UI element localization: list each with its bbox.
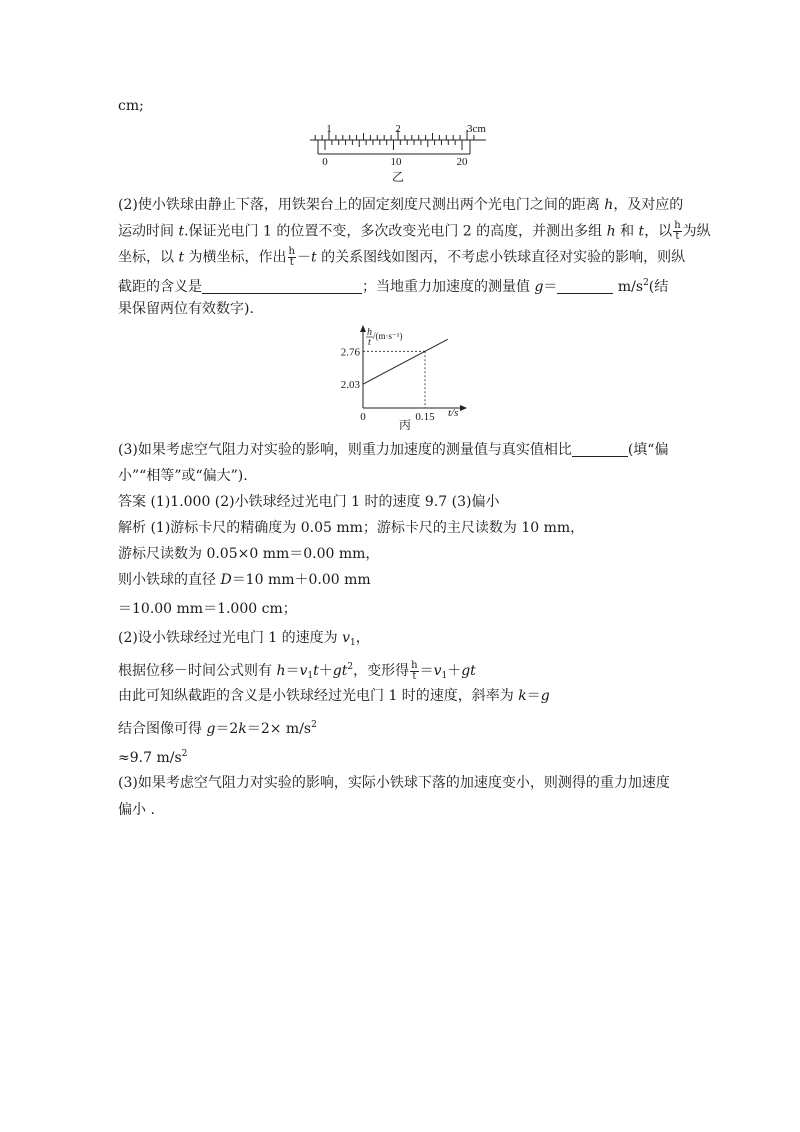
answer-blank-intercept[interactable] — [202, 278, 362, 294]
fraction-h-over-t: $\frac{h}{t}$ — [674, 220, 681, 242]
q2-line5: 果保留两位有效数字). — [118, 301, 254, 317]
answer-blank-g[interactable] — [557, 278, 613, 294]
y-axis-label-unit: /(m·s⁻¹) — [373, 331, 403, 341]
y-tick-label: 2.03 — [340, 379, 360, 392]
vernier-label-10: 10 — [390, 156, 402, 168]
vernier-label-20: 20 — [456, 156, 468, 168]
series-line — [363, 339, 448, 384]
q3-line1: (3)如果考虑空气阻力对实验的影响，则重力加速度的测量值与真实值相比 (填“偏 — [118, 442, 669, 458]
analysis-line4: ＝10.00 mm＝1.000 cm； — [118, 601, 297, 617]
y-axis-label-t: t — [368, 337, 371, 348]
analysis-line7: 由此可知纵截距的含义是小铁球经过光电门 1 时的速度，斜率为 k＝g — [118, 688, 550, 704]
q2-line2: 运动时间 t.保证光电门 1 的位置不变，多次改变光电门 2 的高度，并测出多组 h 和 t，以 $\frac{h}{t}$ 为纵 — [118, 220, 711, 242]
x-axis-arrow — [460, 405, 467, 411]
graph-bing — [330, 322, 480, 430]
main-scale-label-1: 1 — [326, 123, 332, 135]
main-scale-label-2: 2 — [395, 123, 401, 135]
y-axis-arrow — [360, 325, 366, 332]
analysis-line10: (3)如果考虑空气阻力对实验的影响，实际小铁球下落的加速度变小，则测得的重力加速度 — [118, 775, 670, 791]
analysis-line8: 结合图像可得 $g=2k=2\times m/s^2$ — [118, 720, 317, 737]
fraction-h-over-t: $\frac{h}{t}$ — [288, 246, 295, 268]
answer-line — [118, 492, 499, 512]
analysis-line2: 游标尺读数为 0.05×0 mm＝0.00 mm， — [118, 546, 380, 562]
main-scale-label-3cm: 3cm — [467, 123, 486, 135]
answer-blank-compare[interactable] — [572, 441, 628, 457]
q2-line4: 截距的含义是 ；当地重力加速度的测量值 $g= m/s^2$(结 — [118, 278, 669, 295]
analysis-line1: 解析 (1)游标卡尺的精确度为 0.05 mm；游标卡尺的主尺读数为 10 mm， — [118, 520, 585, 536]
x-axis-label: t/s — [448, 407, 459, 419]
y-axis-label-h: h — [367, 327, 372, 338]
vernier-scale — [318, 140, 470, 154]
fraction-h-over-t: $\frac{h}{t}$ — [411, 659, 418, 682]
figure-caption-bing: 丙 — [398, 418, 412, 430]
text-line-cm: cm; — [118, 98, 144, 114]
y-tick-label: 2.76 — [340, 346, 360, 359]
origin-label: 0 — [360, 411, 366, 423]
answer-text: (1)1.000 (2)小铁球经过光电门 1 时的速度 9.7 (3)偏小 — [146, 494, 500, 510]
vernier-caliper-figure — [300, 118, 500, 184]
q2-line1: (2)使小铁球由静止下落，用铁架台上的固定刻度尺测出两个光电门之间的距离 h，及对应的 — [118, 197, 684, 213]
vernier-label-0: 0 — [322, 156, 328, 168]
chart-marks — [341, 339, 448, 423]
q3-line2: 小”“相等”或“偏大”). — [118, 468, 248, 484]
q2-line3: 坐标，以 t 为横坐标，作出 $\frac{h}{t}$ －t 的关系图线如图丙，不考虑小铁球直径对实验的影响，则纵 — [118, 246, 686, 268]
x-tick-label: 0.15 — [415, 411, 435, 423]
answer-label: 答案 — [118, 494, 146, 510]
analysis-line6: 根据位移－时间公式则有 $h=v_1t+gt^2$，变形得 $\frac{h}{t}$ $=v_1+gt$ — [118, 659, 476, 682]
analysis-line9: ≈9.7 $m/s^2$ — [118, 749, 188, 766]
figure-caption-yi: 乙 — [391, 170, 405, 184]
analysis-line3: 则小铁球的直径 D＝10 mm＋0.00 mm — [118, 572, 371, 588]
analysis-line11: 偏小 . — [118, 802, 155, 818]
analysis-line5: (2)设小铁球经过光电门 1 的速度为 $v_1$， — [118, 630, 370, 648]
analysis-label: 解析 — [118, 520, 146, 536]
